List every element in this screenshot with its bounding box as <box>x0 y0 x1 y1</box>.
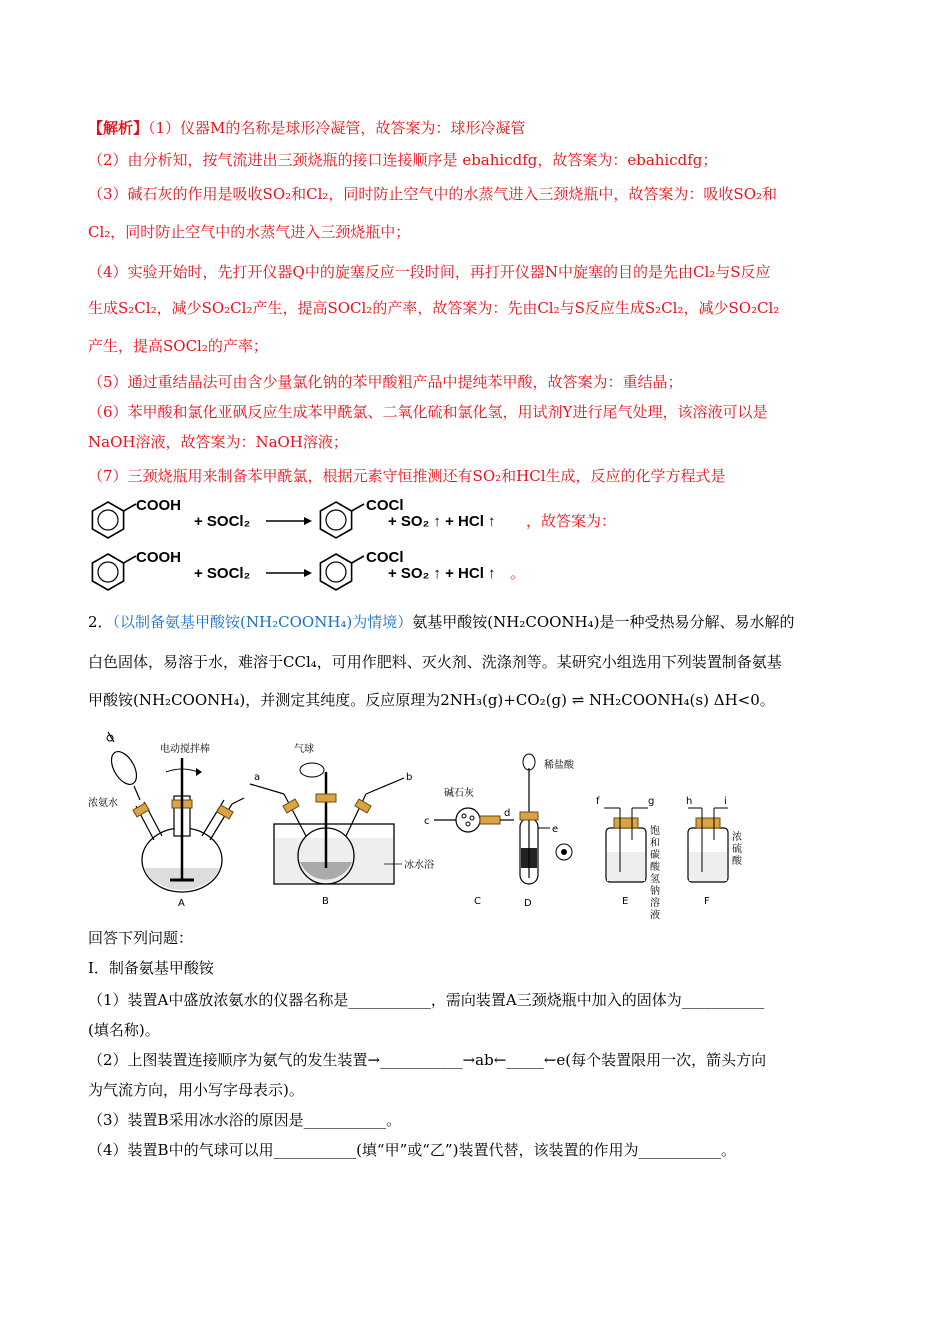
eq1-byproducts: + SO₂ ↑ + HCl ↑ <box>388 513 496 530</box>
analysis-p5: （5）通过重结晶法可由含少量氯化钠的苯甲酸粗产品中提纯苯甲酸，故答案为：重结晶； <box>88 373 683 391</box>
label-A: A <box>178 898 185 909</box>
label-f: f <box>596 796 600 807</box>
part1-title: I．制备氨基甲酸铵 <box>88 959 214 977</box>
sub-question-3: （3）装置B采用冰水浴的原因是___________。 <box>88 1111 402 1129</box>
eq1-reactant-group: COOH <box>136 497 181 514</box>
label-ice-bath: 冰水浴 <box>404 860 434 871</box>
label-hcl: 稀盐酸 <box>544 760 574 771</box>
analysis-p4c: 产生，提高SOCl₂的产率； <box>88 337 268 355</box>
eq1-product-group: COCl <box>366 497 404 514</box>
label-c: c <box>424 816 430 827</box>
answer-prompt: 回答下列问题： <box>88 929 194 947</box>
label-d: d <box>504 808 511 819</box>
label-C: C <box>474 896 481 907</box>
apparatus-F <box>686 796 728 907</box>
analysis-p3b: Cl₂，同时防止空气中的水蒸气进入三颈烧瓶中； <box>88 223 411 241</box>
benzene-ring-reactant <box>92 502 136 538</box>
analysis-p4a: （4）实验开始时，先打开仪器Q中的旋塞反应一段时间，再打开仪器N中旋塞的目的是先由Cl₂与S反应 <box>88 263 771 281</box>
benzene-ring-reactant <box>92 554 136 590</box>
analysis-p7: （7）三颈烧瓶用来制备苯甲酰氯，根据元素守恒推测还有SO₂和HCl生成，反应的化学方程式是 <box>88 467 726 485</box>
analysis-p6a: （6）苯甲酸和氯化亚砜反应生成苯甲酰氯、二氧化硫和氯化氢，用试剂Y进行尾气处理，该溶液可以是 <box>88 403 768 421</box>
eq1-reagent: + SOCl₂ <box>194 513 251 530</box>
question2-line3: 甲酸铵(NH₂COONH₄)，并测定其纯度。反应原理为2NH₃(g)+CO₂(g) ⇌ NH₂COONH₄(s) ΔH<0。 <box>88 691 775 709</box>
analysis-p1: 【解析】（1）仪器M的名称是球形冷凝管，故答案为：球形冷凝管 <box>88 119 526 137</box>
question2-line2: 白色固体，易溶于水，难溶于CCl₄，可用作肥料、灭火剂、洗涤剂等。某研究小组选用下列装置制备氨基 <box>88 653 782 671</box>
eq2-product-group: COCl <box>366 549 404 566</box>
eq2-reactant-group: COOH <box>136 549 181 566</box>
label-g: g <box>648 796 655 807</box>
eq2-byproducts: + SO₂ ↑ + HCl ↑ <box>388 565 496 582</box>
label-b: b <box>406 772 413 783</box>
chemical-equation-1 <box>86 496 866 542</box>
sub-question-1a: （1）装置A中盛放浓氨水的仪器名称是___________，需向装置A三颈烧瓶中加入的固体为___________ <box>88 991 765 1009</box>
label-E: E <box>622 896 629 907</box>
chemical-equation-2 <box>86 548 866 594</box>
label-ammonia: 浓氨水 <box>88 798 118 809</box>
sub-question-2a: （2）上图装置连接顺序为氨气的发生装置→___________→ab←_____←e(每个装置限用一次，箭头方向 <box>88 1051 767 1069</box>
label-h: h <box>686 796 693 807</box>
sub-question-1b: (填名称)。 <box>88 1021 160 1039</box>
apparatus-D <box>520 754 575 909</box>
analysis-p4b: 生成S₂Cl₂，减少SO₂Cl₂产生，提高SOCl₂的产率，故答案为：先由Cl₂与S反应生成S₂Cl₂，减少SO₂Cl₂ <box>88 299 780 317</box>
analysis-p2: （2）由分析知，按气流进出三颈烧瓶的接口连接顺序是 ebahicdfg，故答案为：ebahicdfg； <box>88 151 718 169</box>
sub-question-4: （4）装置B中的气球可以用___________(填“甲”或“乙”)装置代替，该装置的作用为___________。 <box>88 1141 736 1159</box>
apparatus-A <box>88 732 244 909</box>
apparatus-C <box>424 786 514 907</box>
label-e: e <box>552 824 559 835</box>
benzene-ring-product <box>320 554 364 590</box>
label-soda-lime: 碱石灰 <box>444 788 474 799</box>
label-i: i <box>724 796 727 807</box>
analysis-p6b: NaOH溶液，故答案为：NaOH溶液； <box>88 433 348 451</box>
arrow-icon <box>266 569 312 577</box>
sub-question-2b: 为气流方向，用小写字母表示)。 <box>88 1081 304 1099</box>
label-a: a <box>254 772 261 783</box>
arrow-icon <box>266 517 312 525</box>
analysis-tag: 【解析】 <box>88 119 149 137</box>
question2-line1: 2．（以制备氨基甲酸铵(NH₂COONH₄)为情境）氨基甲酸铵(NH₂COONH₄)是一种受热易分解、易水解的 <box>88 613 795 631</box>
label-stirrer: 电动搅拌棒 <box>160 744 210 755</box>
apparatus-figure <box>84 728 764 914</box>
apparatus-B <box>250 742 434 907</box>
eq1-suffix: ，故答案为： <box>526 512 617 530</box>
label-B: B <box>322 896 329 907</box>
eq2-suffix: 。 <box>510 564 526 582</box>
label-balloon: 气球 <box>294 744 314 755</box>
label-h2so4-vertical: 浓硫酸 <box>732 832 742 867</box>
question-number: 2． <box>88 613 113 631</box>
question-context: （以制备氨基甲酸铵(NH₂COONH₄)为情境） <box>112 613 413 631</box>
label-F: F <box>704 896 710 907</box>
analysis-p3a: （3）碱石灰的作用是吸收SO₂和Cl₂，同时防止空气中的水蒸气进入三颈烧瓶中，故答案为：吸收SO₂和 <box>88 185 778 203</box>
benzene-ring-product <box>320 502 364 538</box>
apparatus-E <box>596 796 654 907</box>
eq2-reagent: + SOCl₂ <box>194 565 251 582</box>
label-D: D <box>524 898 532 909</box>
label-nahco3-vertical: 饱和碳酸氢钠溶液 <box>650 826 660 921</box>
